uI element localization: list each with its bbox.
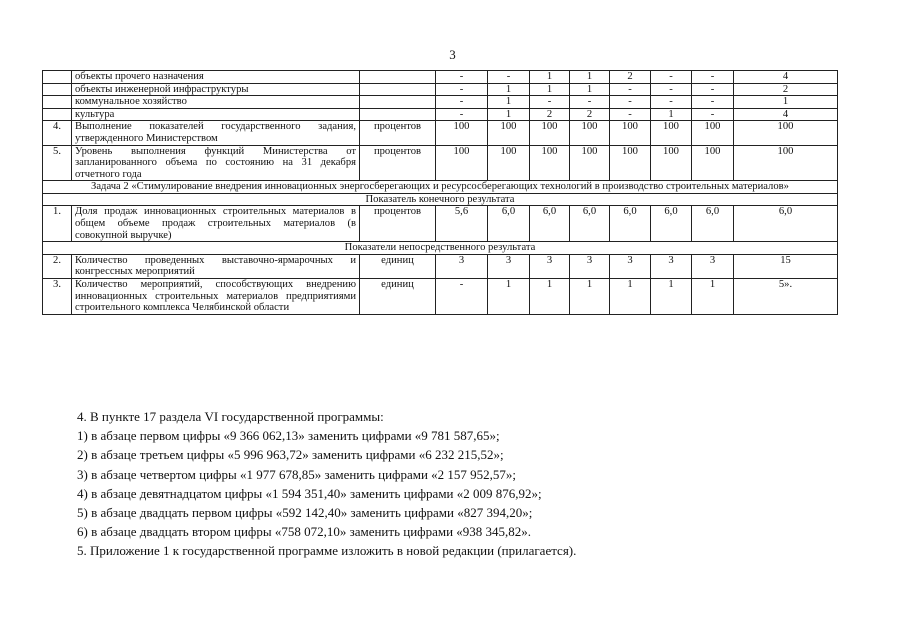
table-row xyxy=(43,206,838,242)
year-value: 1 xyxy=(488,83,530,96)
table-row xyxy=(43,71,838,84)
unit-cell: процентов xyxy=(360,206,436,242)
year-value: 100 xyxy=(570,145,610,181)
task-heading: Задача 2 «Стимулирование внедрения инновационных энергосберегающих и ресурсосберегающих технологий в производство строительных материалов» xyxy=(43,181,838,193)
table-row xyxy=(43,278,838,314)
year-value: 6,0 xyxy=(692,206,734,242)
year-value: 100 xyxy=(488,145,530,181)
year-value: 1 xyxy=(651,108,692,121)
year-value: 3 xyxy=(488,254,530,278)
unit-cell xyxy=(360,71,436,84)
row-number xyxy=(43,108,72,121)
year-value: 6,0 xyxy=(651,206,692,242)
year-value: 100 xyxy=(488,121,530,145)
year-value: - xyxy=(610,83,651,96)
total-value: 2 xyxy=(734,83,838,96)
paragraph-heading: 4. В пункте 17 раздела VI государственной программы: xyxy=(77,409,384,424)
total-value: 100 xyxy=(734,121,838,145)
year-value: 100 xyxy=(692,121,734,145)
year-value: - xyxy=(692,71,734,84)
year-value: - xyxy=(692,108,734,121)
row-number: 4. xyxy=(43,121,72,145)
year-value: - xyxy=(651,83,692,96)
year-value: 100 xyxy=(570,121,610,145)
section-header-row xyxy=(43,193,838,206)
year-value: 1 xyxy=(488,108,530,121)
year-value: 100 xyxy=(651,121,692,145)
year-value: 1 xyxy=(530,71,570,84)
year-value: 6,0 xyxy=(530,206,570,242)
paragraph-item: 1) в абзаце первом цифры «9 366 062,13» заменить цифрами «9 781 587,65»; xyxy=(77,428,500,444)
year-value: 5,6 xyxy=(436,206,488,242)
indicator-name: коммунальное хозяйство xyxy=(72,96,360,109)
year-value: - xyxy=(436,278,488,314)
unit-cell xyxy=(360,83,436,96)
year-value: 100 xyxy=(530,145,570,181)
year-value: 100 xyxy=(436,145,488,181)
year-value: - xyxy=(610,96,651,109)
year-value: 1 xyxy=(570,278,610,314)
paragraph-item: 4) в абзаце девятнадцатом цифры «1 594 351,40» заменить цифрами «2 009 876,92»; xyxy=(77,485,542,501)
year-value: 1 xyxy=(570,83,610,96)
row-number: 5. xyxy=(43,145,72,181)
indicators-table xyxy=(42,70,838,315)
year-value: - xyxy=(651,71,692,84)
year-value: 3 xyxy=(692,254,734,278)
unit-cell: процентов xyxy=(360,145,436,181)
year-value: 100 xyxy=(692,145,734,181)
paragraph-item: 5) в абзаце двадцать первом цифры «592 142,40» заменить цифрами «827 394,20»; xyxy=(77,505,533,521)
year-value: 100 xyxy=(610,121,651,145)
year-value: 2 xyxy=(610,71,651,84)
unit-cell: единиц xyxy=(360,254,436,278)
total-value: 6,0 xyxy=(734,206,838,242)
row-number xyxy=(43,71,72,84)
year-value: 1 xyxy=(610,278,651,314)
total-value: 4 xyxy=(734,108,838,121)
year-value: 1 xyxy=(570,71,610,84)
year-value: - xyxy=(692,96,734,109)
table-row xyxy=(43,121,838,145)
year-value: 100 xyxy=(651,145,692,181)
paragraph-item: 6) в абзаце двадцать втором цифры «758 072,10» заменить цифрами «938 345,82». xyxy=(77,524,532,540)
year-value: 6,0 xyxy=(610,206,651,242)
year-value: 2 xyxy=(530,108,570,121)
year-value: 6,0 xyxy=(488,206,530,242)
indicator-name: Количество проведенных выставочно-ярмарочных и конгрессных мероприятий xyxy=(72,254,360,278)
year-value: - xyxy=(488,71,530,84)
page-number: 3 xyxy=(449,47,456,62)
year-value: 1 xyxy=(530,278,570,314)
unit-cell: единиц xyxy=(360,278,436,314)
task-heading-row xyxy=(43,181,838,193)
year-value: - xyxy=(692,83,734,96)
table-row xyxy=(43,108,838,121)
paragraph-final: 5. Приложение 1 к государственной программе изложить в новой редакции (прилагается). xyxy=(77,543,577,559)
year-value: 1 xyxy=(692,278,734,314)
year-value: 1 xyxy=(488,96,530,109)
indicator-name: Количество мероприятий, способствующих внедрению инновационных строительных материалов предприятиями строительного комплекса Челябинской области xyxy=(72,278,360,314)
section-header: Показатель конечного результата xyxy=(43,193,838,206)
year-value: 1 xyxy=(651,278,692,314)
section-header: Показатели непосредственного результата xyxy=(43,242,838,255)
year-value: 3 xyxy=(436,254,488,278)
year-value: 1 xyxy=(488,278,530,314)
year-value: - xyxy=(436,96,488,109)
year-value: 2 xyxy=(570,108,610,121)
indicator-name: объекты инженерной инфраструктуры xyxy=(72,83,360,96)
year-value: 3 xyxy=(651,254,692,278)
table-row xyxy=(43,83,838,96)
unit-cell xyxy=(360,108,436,121)
total-value: 5». xyxy=(734,278,838,314)
unit-cell xyxy=(360,96,436,109)
total-value: 1 xyxy=(734,96,838,109)
amendment-paragraphs xyxy=(77,407,867,561)
row-number xyxy=(43,96,72,109)
paragraph-item: 2) в абзаце третьем цифры «5 996 963,72» заменить цифрами «6 232 215,52»; xyxy=(77,447,504,463)
paragraph-item: 3) в абзаце четвертом цифры «1 977 678,85» заменить цифрами «2 157 952,57»; xyxy=(77,466,517,482)
year-value: - xyxy=(570,96,610,109)
year-value: 100 xyxy=(610,145,651,181)
year-value: 3 xyxy=(570,254,610,278)
section-header-row xyxy=(43,242,838,255)
total-value: 100 xyxy=(734,145,838,181)
year-value: 6,0 xyxy=(570,206,610,242)
year-value: - xyxy=(436,83,488,96)
indicator-name: объекты прочего назначения xyxy=(72,71,360,84)
year-value: - xyxy=(530,96,570,109)
unit-cell: процентов xyxy=(360,121,436,145)
year-value: - xyxy=(651,96,692,109)
year-value: - xyxy=(436,71,488,84)
total-value: 4 xyxy=(734,71,838,84)
indicator-name: Доля продаж инновационных строительных материалов в общем объеме продаж строительных материалов (в совокупной выручке) xyxy=(72,206,360,242)
table-row xyxy=(43,96,838,109)
row-number: 3. xyxy=(43,278,72,314)
row-number xyxy=(43,83,72,96)
year-value: - xyxy=(610,108,651,121)
table-row xyxy=(43,145,838,181)
indicator-name: культура xyxy=(72,108,360,121)
total-value: 15 xyxy=(734,254,838,278)
indicator-name: Выполнение показателей государственного задания, утвержденного Министерством xyxy=(72,121,360,145)
year-value: - xyxy=(436,108,488,121)
table-row xyxy=(43,254,838,278)
year-value: 3 xyxy=(610,254,651,278)
year-value: 100 xyxy=(530,121,570,145)
indicator-name: Уровень выполнения функций Министерства от запланированного объема по состоянию на 31 декабря отчетного года xyxy=(72,145,360,181)
row-number: 2. xyxy=(43,254,72,278)
year-value: 100 xyxy=(436,121,488,145)
row-number: 1. xyxy=(43,206,72,242)
year-value: 1 xyxy=(530,83,570,96)
year-value: 3 xyxy=(530,254,570,278)
